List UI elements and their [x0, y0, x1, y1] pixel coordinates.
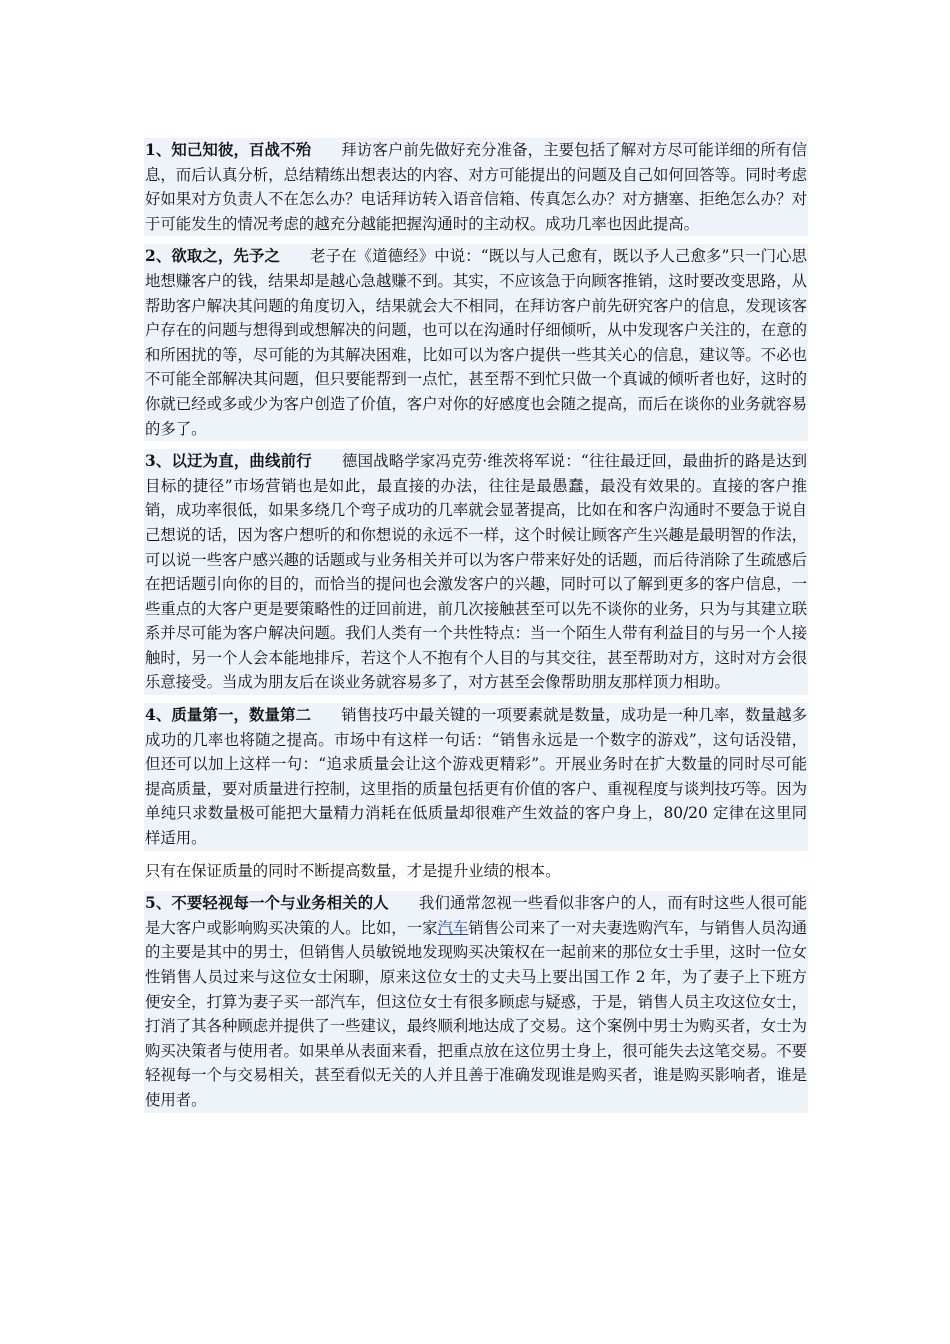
section-4-text: 销售技巧中最关键的一项要素就是数量，成功是一种几率，数量越多成功的几率也将随之提高。市场中有这样一句话：“销售永远是一个数字的游戏”，这句话没错，但还可以加上这样一句：“追求质量会让这个游戏更精彩”。开展业务时在扩大数量的同时尽可能提高质量，要对质量进行控制，这里指的质量包括更有价值的客户、重视程度与谈判技巧等。因为单纯只求数量极可能把大量精力消耗在低质量却很难产生效益的客户身上，80/20 定律在这里同样适用。 — [145, 706, 807, 848]
summary-text: 只有在保证质量的同时不断提高数量，才是提升业绩的根本。 — [145, 861, 561, 880]
section-3-heading: 3、以迂为直，曲线前行 — [145, 452, 312, 471]
document-body — [144, 138, 808, 1121]
section-2 — [144, 244, 808, 441]
section-5-text-after: 销售公司来了一对夫妻选购汽车，与销售人员沟通的主要是其中的男士，但销售人员敏锐地发现购买决策权在一起前来的那位女士手里，这时一位女性销售人员过来与这位女士闲聊，原来这位女士的丈夫马上要出国工作 2 年，为了妻子上下班方便安全，打算为妻子买一部汽车，但这位女士有很多顾虑与疑惑，于是，销售人员主攻这位女士，打消了其各种顾虑并提供了一些建议，最终顺利地达成了交易。这个案例中男士为购买者，女士为购买决策者与使用者。如果单从表面来看，把重点放在这位男士身上，很可能失去这笔交易。不要轻视每一个与交易相关，甚至看似无关的人并且善于准确发现谁是购买者，谁是购买影响者，谁是使用者。 — [145, 918, 807, 1109]
summary-paragraph — [144, 859, 808, 884]
section-4-heading: 4、质量第一，数量第二 — [145, 706, 312, 725]
section-3 — [144, 449, 808, 695]
section-2-heading: 2、欲取之，先予之 — [145, 247, 280, 266]
section-1-text: 拜访客户前先做好充分准备，主要包括了解对方尽可能详细的所有信息，而后认真分析，总结精练出想表达的内容、对方可能提出的问题及自己如何回答等。同时考虑好如果对方负责人不在怎么办？电话拜访转入语音信箱、传真怎么办？对方搪塞、拒绝怎么办？对于可能发生的情况考虑的越充分越能把握沟通时的主动权。成功几率也因此提高。 — [145, 141, 807, 233]
section-1-heading: 1、知己知彼，百战不殆 — [145, 141, 312, 159]
section-5-text-before: 我们通常忽视一些看似非客户的人，而有时这些人很可能是大客户或影响购买决策的人。比如，一家 — [145, 894, 807, 937]
car-link[interactable]: 汽车 — [437, 918, 469, 937]
section-2-text: 老子在《道德经》中说：“既以与人己愈有，既以予人己愈多”只一门心思地想赚客户的钱，结果却是越心急越赚不到。其实，不应该急于向顾客推销，这时要改变思路，从帮助客户解决其问题的角度切入，结果就会大不相同，在拜访客户前先研究客户的信息，发现该客户存在的问题与想得到或想解决的问题，也可以在沟通时仔细倾听，从中发现客户关注的，在意的和所困扰的等，尽可能的为其解决困难，比如可以为客户提供一些其关心的信息，建议等。不必也不可能全部解决其问题，但只要能帮到一点忙，甚至帮不到忙只做一个真诚的倾听者也好，这时的你就已经或多或少为客户创造了价值，客户对你的好感度也会随之提高，而后在谈你的业务就容易的多了。 — [145, 247, 807, 438]
section-5 — [144, 891, 808, 1112]
section-5-heading: 5、不要轻视每一个与业务相关的人 — [145, 894, 389, 913]
section-1 — [144, 138, 808, 236]
section-3-text: 德国战略学家冯克劳·维茨将军说：“往往最迂回，最曲折的路是达到目标的捷径”市场营销也是如此，最直接的办法，往往是最愚蠢，最没有效果的。直接的客户推销，成功率很低，如果多绕几个弯子成功的几率就会显著提高，比如在和客户沟通时不要急于说自己想说的话，因为客户想听的和你想说的永远不一样，这个时候让顾客产生兴趣是最明智的作法，可以说一些客户感兴趣的话题或与业务相关并可以为客户带来好处的话题，而后待消除了生疏感后在把话题引向你的目的，而恰当的提问也会激发客户的兴趣，同时可以了解到更多的客户信息，一些重点的大客户更是要策略性的迂回前进，前几次接触甚至可以先不谈你的业务，只为与其建立联系并尽可能为客户解决问题。我们人类有一个共性特点：当一个陌生人带有利益目的与另一个人接触时，另一个人会本能地排斥，若这个人不抱有个人目的与其交往，甚至帮助对方，这时对方会很乐意接受。当成为朋友后在谈业务就容易多了，对方甚至会像帮助朋友那样顶力相助。 — [145, 452, 807, 692]
section-4 — [144, 703, 808, 851]
